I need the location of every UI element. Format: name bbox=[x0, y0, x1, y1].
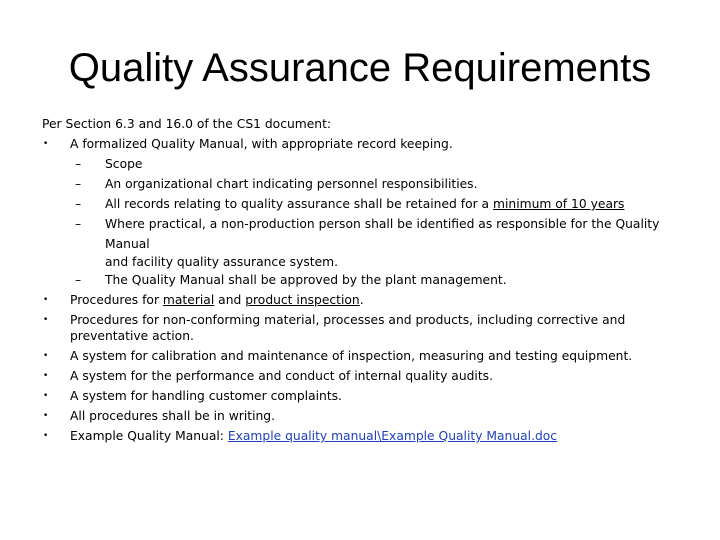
bullet-icon: • bbox=[43, 411, 49, 421]
list-item bbox=[42, 346, 682, 366]
sub-list-item bbox=[42, 154, 682, 174]
bullet-icon: • bbox=[43, 391, 49, 401]
list-item bbox=[42, 366, 682, 386]
list-item-text: A system for the performance and conduct of internal quality audits. bbox=[70, 369, 493, 383]
sub-list-item-text: The Quality Manual shall be approved by the plant management. bbox=[105, 273, 507, 287]
sub-list-item bbox=[42, 174, 682, 194]
list-item-text: Procedures for non-conforming material, processes and products, including corrective and preventative action. bbox=[70, 313, 626, 343]
sub-list-item-text: Where practical, a non-production person shall be identified as responsible for the Quality Manual bbox=[105, 217, 660, 251]
list-item-text: Example Quality Manual: bbox=[70, 429, 228, 443]
slide-title: Quality Assurance Requirements bbox=[68, 46, 652, 90]
dash-icon: – bbox=[75, 273, 82, 287]
dash-icon: – bbox=[75, 217, 82, 231]
sub-list-item-text: All records relating to quality assurance shall be retained for a bbox=[105, 197, 494, 211]
list-item-text: A system for calibration and maintenance of inspection, measuring and testing equipment. bbox=[70, 349, 633, 363]
bullet-icon: • bbox=[43, 139, 49, 149]
list-item-text: and bbox=[214, 293, 246, 307]
underlined-text: minimum of 10 years bbox=[493, 197, 625, 211]
bullet-icon: • bbox=[43, 431, 49, 441]
intro-text: Per Section 6.3 and 16.0 of the CS1 document: bbox=[42, 117, 332, 131]
list-item-text: Procedures for bbox=[70, 293, 163, 307]
dash-icon: – bbox=[75, 177, 82, 191]
sub-list-item bbox=[42, 214, 682, 270]
dash-icon: – bbox=[75, 157, 82, 171]
quality-manual-link[interactable]: Example quality manual\Example Quality Manual.doc bbox=[227, 429, 558, 443]
list-item-text: . bbox=[359, 293, 364, 307]
list-item bbox=[42, 290, 682, 310]
sub-list-item bbox=[42, 194, 682, 214]
sub-list-item-text: Scope bbox=[105, 157, 143, 171]
bullet-icon: • bbox=[43, 315, 49, 325]
bullet-icon: • bbox=[43, 295, 49, 305]
bullet-icon: • bbox=[43, 371, 49, 381]
list-item-text: All procedures shall be in writing. bbox=[70, 409, 276, 423]
list-item bbox=[42, 310, 682, 346]
list-item-text: A system for handling customer complaints. bbox=[70, 389, 342, 403]
requirements-list bbox=[42, 134, 682, 446]
list-item bbox=[42, 134, 682, 154]
list-item bbox=[42, 426, 682, 446]
list-item bbox=[42, 406, 682, 426]
underlined-text: material bbox=[162, 293, 215, 307]
list-item bbox=[42, 386, 682, 406]
underlined-text: product inspection bbox=[245, 293, 360, 307]
sub-list-item bbox=[42, 270, 682, 290]
bullet-icon: • bbox=[43, 351, 49, 361]
sub-list-item-continuation: and facility quality assurance system. bbox=[105, 255, 339, 269]
sub-list-item-text: An organizational chart indicating personnel responsibilities. bbox=[105, 177, 478, 191]
slide-body bbox=[42, 114, 682, 446]
list-item-text: A formalized Quality Manual, with appropriate record keeping. bbox=[70, 137, 453, 151]
dash-icon: – bbox=[75, 197, 82, 211]
